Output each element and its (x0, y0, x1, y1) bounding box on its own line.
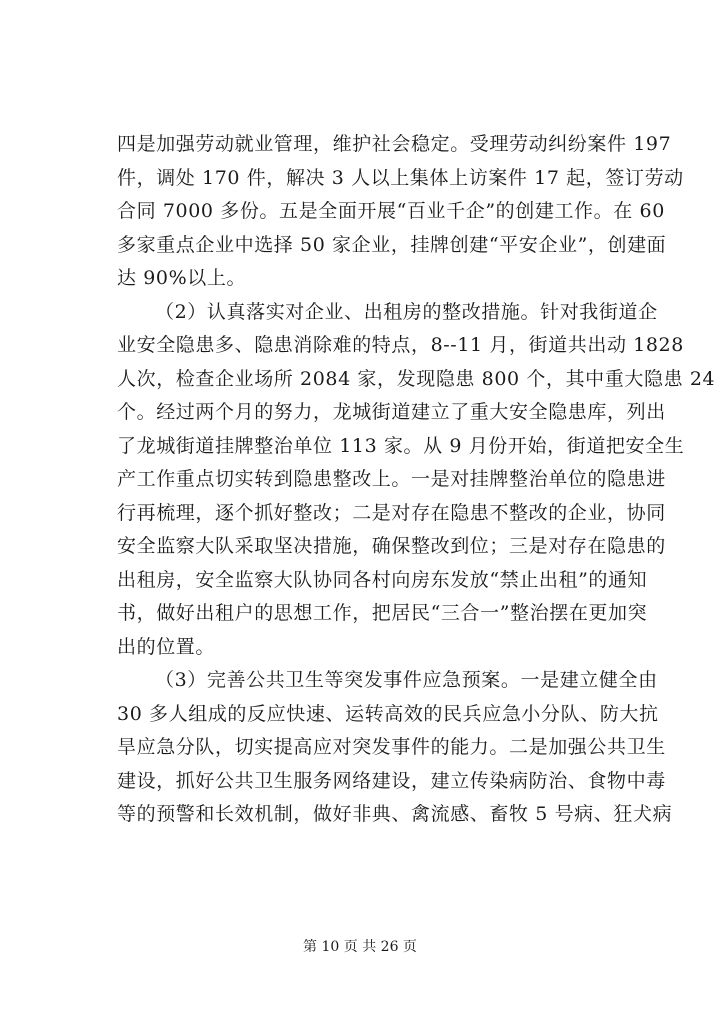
text-line: 产工作重点切实转到隐患整改上。一是对挂牌整治单位的隐患进 (117, 468, 666, 490)
text-line: 30 多人组成的反应快速、运转高效的民兵应急小分队、防大抗 (117, 702, 659, 725)
text-line: 达 90%以上。 (117, 267, 247, 289)
page-number-footer: 第 10 页 共 26 页 (303, 939, 417, 955)
text-line: 人次，检查企业场所 2084 家，发现隐患 800 个，其中重大隐患 24 (117, 367, 716, 390)
paragraph-2 (117, 296, 716, 665)
text-line: （3）完善公共卫生等突发事件应急预案。一是建立健全由 (155, 669, 658, 691)
text-line: 建设，抓好公共卫生服务网络建设，建立传染病防治、食物中毒 (117, 769, 666, 792)
text-line: 了龙城街道挂牌整治单位 113 家。从 9 月份开始，街道把安全生 (117, 434, 685, 457)
paragraph-1 (117, 128, 684, 296)
text-line: 书，做好出租户的思想工作，把居民“三合一”整治摆在更加突 (117, 602, 648, 624)
text-line: 旱应急分队，切实提高应对突发事件的能力。二是加强公共卫生 (117, 736, 666, 758)
text-line: 多家重点企业中选择 50 家企业，挂牌创建“平安企业”，创建面 (117, 233, 667, 256)
text-line: 业安全隐患多、隐患消除难的特点，8--11 月，街道共出动 1828 (117, 334, 684, 356)
text-line: 出租房，安全监察大队协同各村向房东发放“禁止出租”的通知 (117, 568, 648, 591)
text-line: 安全监察大队采取坚决措施，确保整改到位；三是对存在隐患的 (117, 535, 666, 557)
paragraph-3 (117, 664, 673, 832)
text-line: 四是加强劳动就业管理，维护社会稳定。受理劳动纠纷案件 197 (117, 133, 672, 155)
text-line: （2）认真落实对企业、出租房的整改措施。针对我街道企 (155, 300, 658, 323)
document-body (117, 128, 716, 832)
text-line: 出的位置。 (117, 635, 216, 658)
text-line: 合同 7000 多份。五是全面开展“百业千企”的创建工作。在 60 (117, 200, 665, 222)
text-line: 个。经过两个月的努力，龙城街道建立了重大安全隐患库，列出 (117, 401, 666, 423)
text-line: 行再梳理，逐个抓好整改；二是对存在隐患不整改的企业，协同 (117, 501, 666, 524)
text-line: 等的预警和长效机制，做好非典、禽流感、畜牧 5 号病、狂犬病 (117, 803, 673, 825)
text-line: 件，调处 170 件，解决 3 人以上集体上访案件 17 起，签订劳动 (117, 166, 684, 189)
